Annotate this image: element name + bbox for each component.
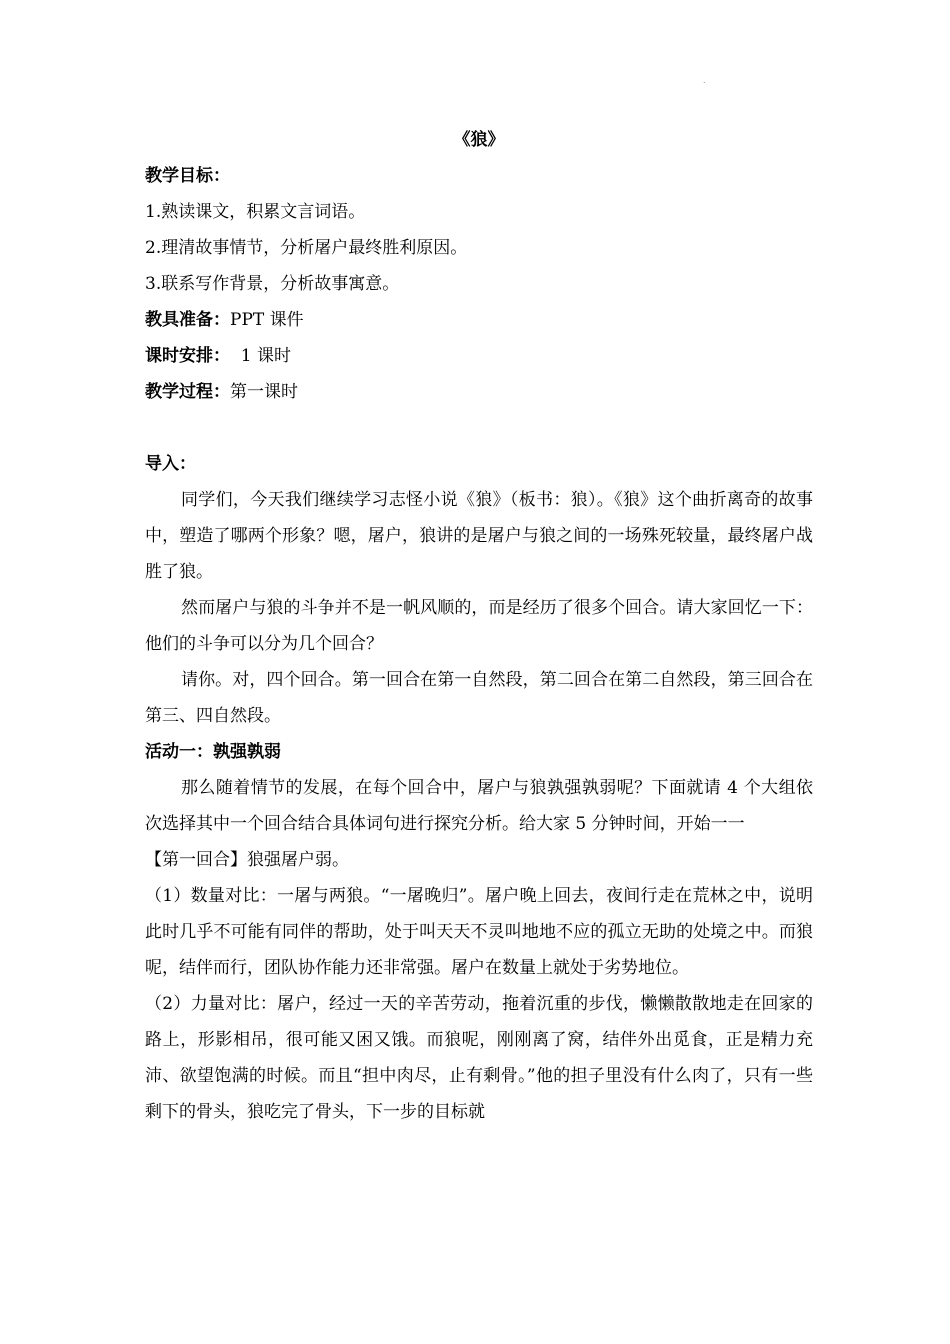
objectives-label: 教学目标： [145, 166, 230, 186]
process-label: 教学过程： [145, 382, 230, 402]
document-page [145, 122, 813, 1130]
tools-row [145, 302, 813, 338]
objective-item-1: 1.熟读课文，积累文言词语。 [145, 202, 366, 222]
intro-paragraph-2: 然而屠户与狼的斗争并不是一帆风顺的，而是经历了很多个回合。请大家回忆一下：他们的斗争可以分为几个回合？ [145, 598, 813, 654]
tools-label: 教具准备： [145, 310, 230, 330]
corner-mark: . [703, 76, 706, 85]
objective-item-3: 3.联系写作背景，分析故事寓意。 [145, 274, 400, 294]
hours-row [145, 338, 813, 374]
intro-paragraph-3: 请你。对，四个回合。第一回合在第一自然段，第二回合在第二自然段，第三回合在第三、四自然段。 [145, 670, 813, 726]
tools-value: PPT 课件 [230, 310, 304, 330]
hours-label: 课时安排： [145, 346, 230, 366]
document-title: 《狼》 [453, 130, 505, 150]
round1-point-1: （1）数量对比：一屠与两狼。“一屠晚归”。屠户晚上回去，夜间行走在荒林之中，说明此时几乎不可能有同伴的帮助，处于叫天天不灵叫地地不应的孤立无助的处境之中。而狼呢，结伴而行，团队协作能力还非常强。屠户在数量上就处于劣势地位。 [145, 886, 813, 978]
objective-item-2: 2.理清故事情节，分析屠户最终胜利原因。 [145, 238, 468, 258]
activity1-label: 活动一：孰强孰弱 [145, 742, 281, 762]
intro-paragraph-1: 同学们，今天我们继续学习志怪小说《狼》（板书：狼）。《狼》这个曲折离奇的故事中，塑造了哪两个形象？嗯，屠户，狼讲的是屠户与狼之间的一场殊死较量，最终屠户战胜了狼。 [145, 490, 813, 582]
round1-title: 【第一回合】狼强屠户弱。 [145, 850, 349, 870]
process-row [145, 374, 813, 410]
spacer [145, 410, 813, 446]
intro-label: 导入： [145, 454, 196, 474]
process-value: 第一课时 [230, 382, 298, 402]
activity1-paragraph: 那么随着情节的发展，在每个回合中，屠户与狼孰强孰弱呢？下面就请 4 个大组依次选择其中一个回合结合具体词句进行探究分析。给大家 5 分钟时间，开始一一 [145, 778, 813, 834]
hours-value: 1 课时 [230, 346, 292, 366]
round1-point-2: （2）力量对比：屠户，经过一天的辛苦劳动，拖着沉重的步伐，懒懒散散地走在回家的路上，形影相吊，很可能又困又饿。而狼呢，刚刚离了窝，结伴外出觅食，正是精力充沛、欲望饱满的时候。而且“担中肉尽，止有剩骨。”他的担子里没有什么肉了，只有一些剩下的骨头，狼吃完了骨头，下一步的目标就 [145, 994, 813, 1122]
